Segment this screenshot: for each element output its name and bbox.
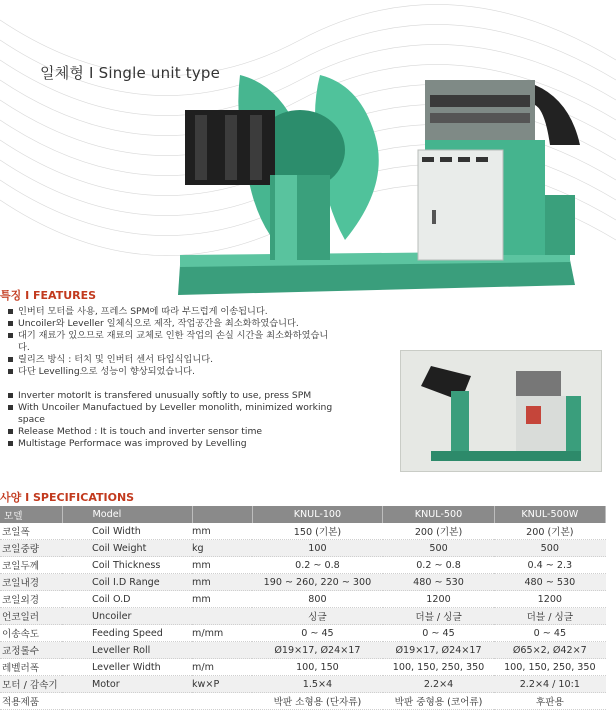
table-row: 적용제품 박판 소형용 (단자류) 박판 중형용 (코어류) 후판용 <box>0 693 606 710</box>
machine-illustration <box>150 55 590 300</box>
table-row: 이송속도 Feeding Speed m/mm 0 ~ 45 0 ~ 45 0 ~ 45 <box>0 625 606 642</box>
feature-item-en-3: Release Method : It is touch and inverter sensor time <box>8 426 338 438</box>
feature-item-en-4: Multistage Performace was improved by Levelling <box>8 438 338 450</box>
specs-heading: 사양 I SPECIFICATIONS <box>0 491 135 504</box>
feature-item-en-1: Inverter motorIt is transfered unusually softly to use, press SPM <box>8 390 338 402</box>
product-photo <box>400 350 602 472</box>
feature-item-kr-5: 다단 Levelling으로 성능이 향상되었습니다. <box>8 366 338 378</box>
spec-table <box>0 506 606 710</box>
features-heading: 특징 I FEATURES <box>0 289 97 302</box>
spec-header-row <box>0 506 606 523</box>
table-row: 언코일러 Uncoiler 싱글 더블 / 싱글 더블 / 싱글 <box>0 608 606 625</box>
header-model-3: KNUL-500W <box>494 506 605 523</box>
feature-item-kr-4: 릴리즈 방식 : 터치 및 인버터 센서 타입식입니다. <box>8 354 338 366</box>
table-row: 코일두께 Coil Thickness mm 0.2 ~ 0.8 0.2 ~ 0.8 0.4 ~ 2.3 <box>0 557 606 574</box>
table-row: 코일외경 Coil O.D mm 800 1200 1200 <box>0 591 606 608</box>
header-kr: 모델 <box>0 506 62 523</box>
feature-item-kr-1: 인버터 모터를 사용, 프레스 SPM에 따라 부드럽게 이송됩니다. <box>8 306 338 318</box>
table-row: 모터 / 감속기 Motor kw×P 1.5×4 2.2×4 2.2×4 / 10:1 <box>0 676 606 693</box>
feature-item-kr-2: Uncoiler와 Leveller 일체식으로 제작, 작업공간을 최소화하였습니다. <box>8 318 338 330</box>
features-list <box>8 306 338 450</box>
header-unit <box>192 506 252 523</box>
table-row: 교정롤수 Leveller Roll Ø19×17, Ø24×17 Ø19×17, Ø24×17 Ø65×2, Ø42×7 <box>0 642 606 659</box>
feature-item-en-2: With Uncoiler Manufactued by Leveller monolith, minimized working space <box>8 402 338 426</box>
table-row: 코일중량 Coil Weight kg 100 500 500 <box>0 540 606 557</box>
page-title: 일체형 I Single unit type <box>40 64 221 82</box>
table-row: 코일폭 Coil Width mm 150 (기본) 200 (기본) 200 (기본) <box>0 523 606 540</box>
table-row: 코일내경 Coil I.D Range mm 190 ~ 260, 220 ~ 300 480 ~ 530 480 ~ 530 <box>0 574 606 591</box>
table-row: 레벨러폭 Leveller Width m/m 100, 150 100, 150, 250, 350 100, 150, 250, 350 <box>0 659 606 676</box>
header-model-1: KNUL-100 <box>252 506 383 523</box>
header-model-2: KNUL-500 <box>383 506 494 523</box>
header-en: Model <box>62 506 192 523</box>
feature-item-kr-3: 대기 재료가 있으므로 재료의 교체로 인한 작업의 손실 시간을 최소화하였습니다. <box>8 330 338 354</box>
